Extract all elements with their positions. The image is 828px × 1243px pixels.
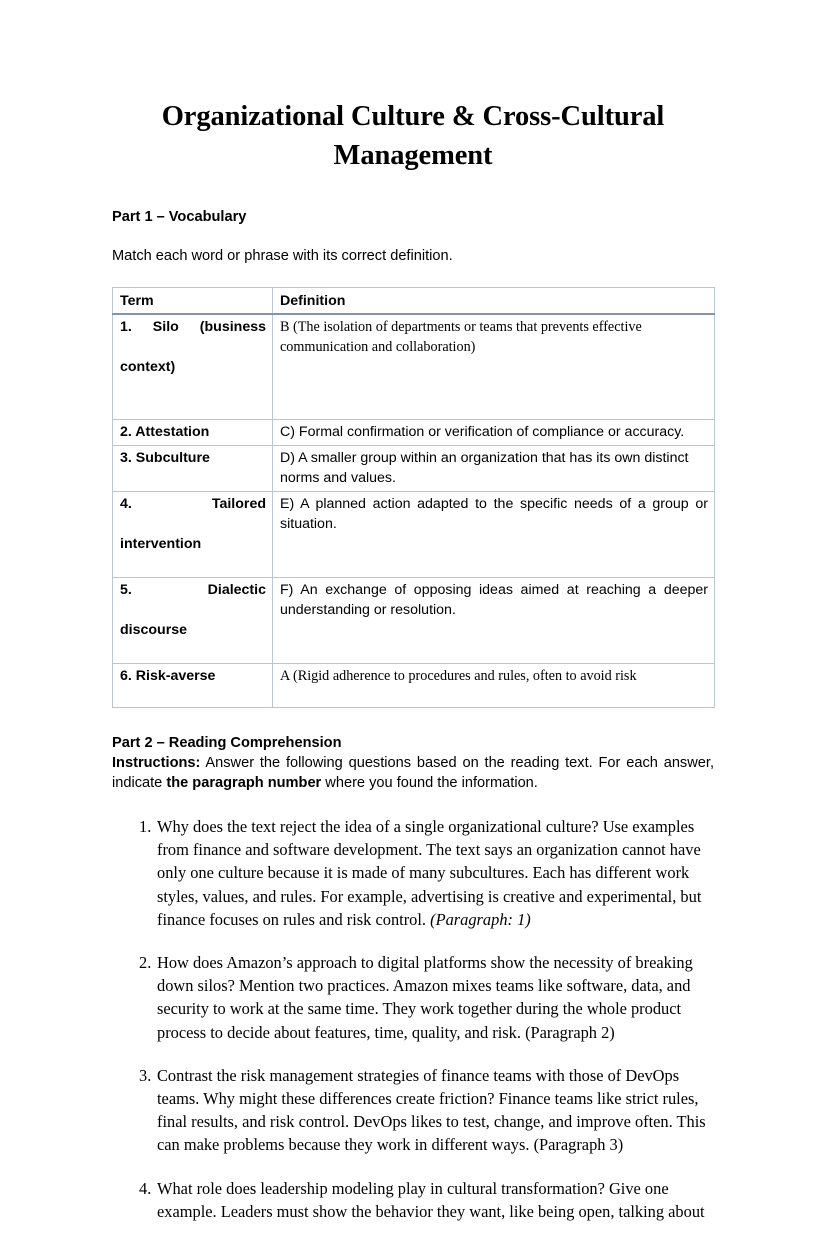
question-number: 3. xyxy=(139,1065,152,1085)
part2-heading: Part 2 – Reading Comprehension xyxy=(112,735,342,751)
table-row xyxy=(113,578,715,664)
question-text: What role does leadership modeling play in cultural transformation? Give one example. Leaders must show the behavior they want, like being open, talking about xyxy=(157,1178,705,1221)
instructions-emphasis: the paragraph number xyxy=(166,775,322,791)
table-row xyxy=(113,420,715,446)
term-line-2: intervention xyxy=(120,536,202,552)
definition-cell: B (The isolation of departments or teams that prevents effective communication and collaboration) xyxy=(273,314,715,420)
page-content xyxy=(112,0,714,1243)
instructions-text-2: where you found the information. xyxy=(321,775,538,791)
vocabulary-table xyxy=(112,287,715,708)
paragraph-reference: (Paragraph 2) xyxy=(525,1022,615,1042)
term-cell: 6. Risk-averse xyxy=(113,664,273,708)
question-list xyxy=(112,815,714,1223)
instructions-text-1: Answer the following questions based on the reading text. For each answer, indicate xyxy=(112,755,714,791)
question-text: Why does the text reject the idea of a single organizational culture? Use examples from finance and software development. The text says an organization cannot have only one culture because it is made of many subcultures. Each has different work styles, values, and rules. For example, advertising is creative and experimental, but finance focuses on rules and risk control. xyxy=(157,817,702,929)
term-line-2: discourse xyxy=(120,622,188,638)
part2-instructions xyxy=(112,753,714,793)
table-row xyxy=(113,664,715,708)
term-cell xyxy=(113,492,273,578)
instructions-label: Instructions: xyxy=(112,755,201,771)
page-title: Organizational Culture & Cross-Cultural Management xyxy=(161,101,665,171)
table-header-row xyxy=(113,288,715,315)
paragraph-reference: (Paragraph: 1) xyxy=(430,909,531,929)
column-header-term: Term xyxy=(113,288,273,315)
question-number: 1. xyxy=(139,817,152,836)
term-line-1: 5. Dialectic xyxy=(120,582,266,598)
list-item xyxy=(112,1064,714,1157)
question-number: 2. xyxy=(139,953,152,973)
part1-instruction: Match each word or phrase with its correct definition. xyxy=(112,248,453,264)
definition-cell: C) Formal confirmation or verification of compliance or accuracy. xyxy=(273,420,715,446)
question-text: How does Amazon’s approach to digital platforms show the necessity of breaking down silos? Mention two practices. Amazon mixes teams like software, data, and security to work at the same time. They work together during the whole product process to decide about features, time, quality, and risk. xyxy=(157,953,693,1042)
definition-cell: E) A planned action adapted to the specific needs of a group or situation. xyxy=(273,492,715,578)
term-cell: 2. Attestation xyxy=(113,420,273,446)
paragraph-reference: (Paragraph 3) xyxy=(533,1135,624,1155)
column-header-definition: Definition xyxy=(273,288,715,315)
list-item xyxy=(112,1177,714,1223)
question-text: Contrast the risk management strategies of finance teams with those of DevOps teams. Why might these differences create friction? Finance teams like strict rules, final results, and risk control. DevOps likes to test, change, and improve often. This can make problems because they work in different ways. xyxy=(157,1065,706,1155)
list-item xyxy=(112,951,714,1044)
term-line-2: context) xyxy=(120,359,176,375)
term-cell: 3. Subculture xyxy=(113,446,273,492)
list-item xyxy=(112,815,714,931)
definition-cell: A (Rigid adherence to procedures and rules, often to avoid risk xyxy=(273,664,715,708)
part1-heading: Part 1 – Vocabulary xyxy=(112,209,247,225)
question-number: 4. xyxy=(139,1178,152,1198)
term-cell xyxy=(113,578,273,664)
definition-cell: F) An exchange of opposing ideas aimed at reaching a deeper understanding or resolution. xyxy=(273,578,715,664)
definition-cell: D) A smaller group within an organization that has its own distinct norms and values. xyxy=(273,446,715,492)
term-line-1: 1. Silo (business xyxy=(120,319,266,335)
table-row xyxy=(113,446,715,492)
table-row xyxy=(113,492,715,578)
term-cell xyxy=(113,314,273,420)
term-line-1: 4. Tailored xyxy=(120,496,266,512)
table-row xyxy=(113,314,715,420)
